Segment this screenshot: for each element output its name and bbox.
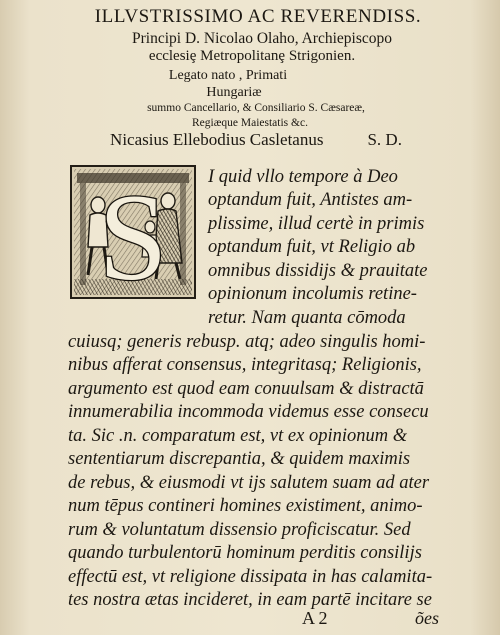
author-signature-line — [6, 130, 500, 150]
text-line: effectū est, vt religione dissipata in has calamita- — [68, 567, 433, 587]
text-line: de rebus, & eiusmodi vt ijs salutem suam ad ater — [68, 473, 430, 493]
text-line: innumerabilia incommoda videmus esse consecu — [68, 402, 429, 422]
text-line: cuiusq; generis rebusp. atq; adeo singulis homi- — [68, 332, 426, 352]
dedication-line-2: Principi D. Nicolao Olaho, Archiepiscopo — [131, 30, 392, 47]
text-line: num tēpus contineri homines existiment, animo- — [68, 496, 423, 516]
text-line: plissime, illud certè in primis — [208, 214, 425, 234]
author-name: Nicasius Ellebodius Casletanus — [110, 130, 324, 149]
svg-text:S: S — [98, 169, 168, 297]
text-line: nibus afferat consensus, integritasq; Religionis, — [68, 355, 422, 375]
dedication-line-7: Regiæque Maiestatis &c. — [192, 117, 308, 129]
dedication-line-3: ecclesiȩ Metropolitanȩ Strigonien. — [148, 48, 356, 64]
dedication-line-5: Hungariæ — [206, 85, 262, 100]
text-line: omnibus dissidijs & prauitate — [208, 261, 428, 281]
dedication-line-4: Legato nato , Primati — [168, 68, 288, 83]
dedication-title: ILLVSTRISSIMO AC REVERENDISS. — [94, 6, 422, 27]
text-line: rum & voluntatum dissensio proficiscatur. Sed — [68, 520, 411, 540]
text-line: argumento est quod eam conuulsam & distractā — [68, 379, 424, 399]
text-line: quando turbulentorū hominum perditis consilijs — [68, 543, 422, 563]
text-line: tes nostra ætas incideret, in eam partē incitare se — [68, 590, 432, 610]
text-line: ta. Sic .n. comparatum est, vt ex opinionum & — [68, 426, 408, 446]
dedication-line-6: summo Cancellario, & Consiliario S. Cæsareæ, — [147, 102, 365, 114]
text-line: sententiarum discrepantia, & quidem maximis — [68, 449, 411, 469]
text-line: opinionum incolumis retine- — [208, 284, 417, 304]
text-line: optandum fuit, Antistes am- — [208, 190, 413, 210]
text-line: retur. Nam quanta cōmoda — [208, 308, 406, 328]
text-line: optandum fuit, vt Religio ab — [208, 237, 416, 257]
woodcut-illustration — [72, 167, 194, 297]
woodcut-initial-s-icon — [70, 165, 196, 299]
salutation: S. D. — [367, 130, 402, 149]
text-line: I quid vllo tempore à Deo — [208, 167, 398, 187]
catchword: ões — [415, 608, 439, 628]
signature-mark: A 2 — [302, 608, 328, 628]
